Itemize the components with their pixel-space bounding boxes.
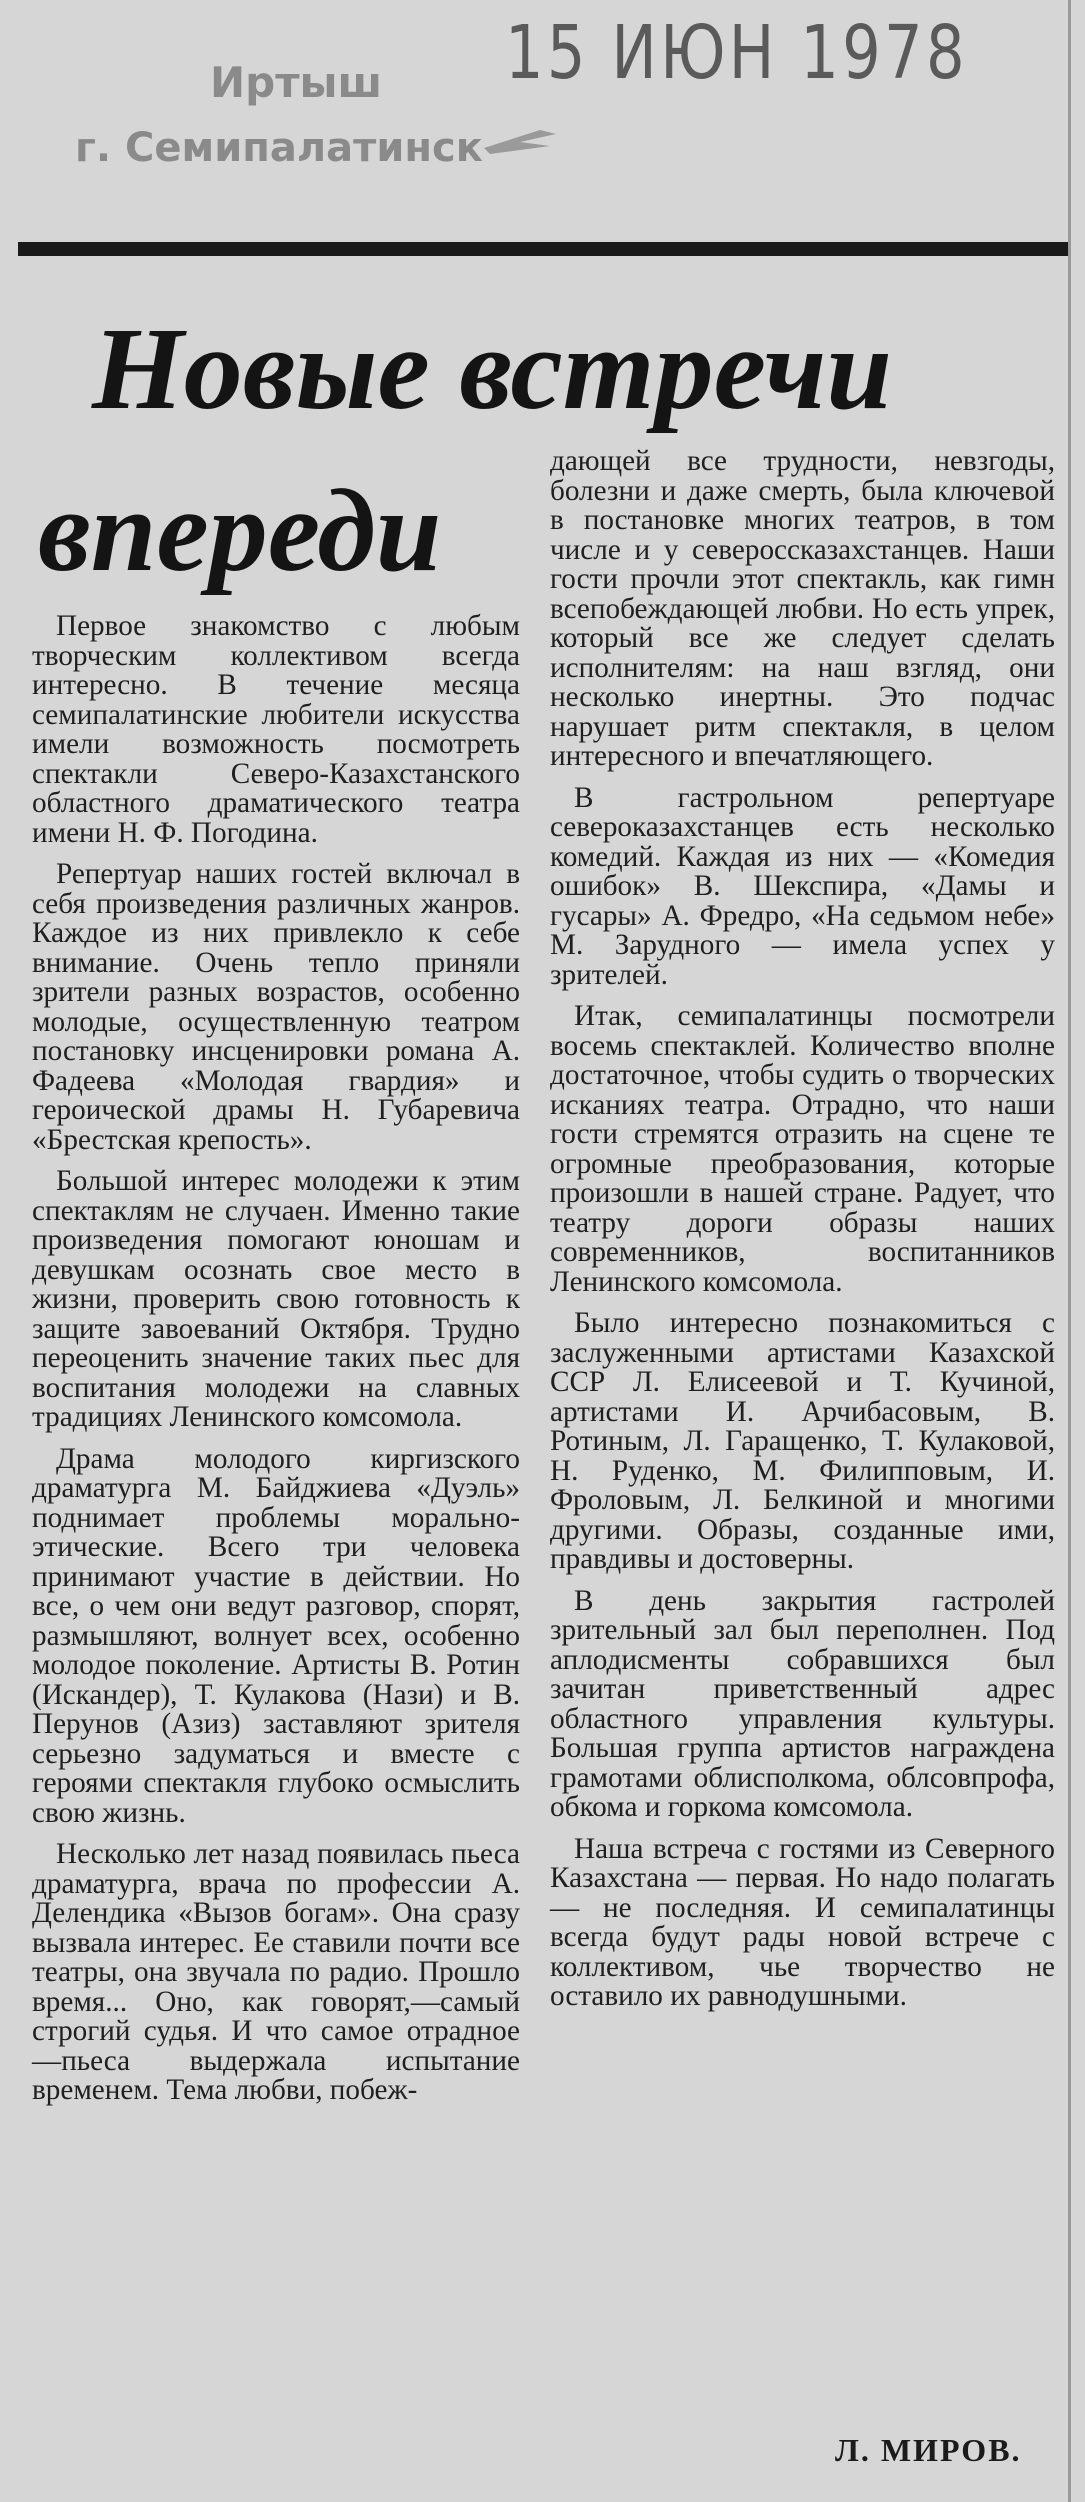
paragraph: Было интересно познакомиться с заслуженными артистами Казахской ССР Л. Елисеевой и Т. Кучиной, артистами И. Арчибасовым, В. Ротиным, Л. Гаращенко, Т. Кулаковой, Н. Руденко, М. Филипповым, И. Фроловым, Л. Белкиной и многими другими. Образы, созданные ими, правдивы и достоверны. <box>550 1307 1055 1575</box>
paragraph: Несколько лет назад появилась пьеса драматурга, врача по профессии А. Делендика «Вызов богам». Она сразу вызвала интерес. Ее ставили почти все театры, она звучала по радио. Прошло время... Оно, как говорят,—самый строгий судья. И что самое отрадное —пьеса выдержала испытание временем. Тема любви, побеж- <box>32 1838 520 2106</box>
paragraph: Наша встреча с гостями из Северного Казахстана — первая. Но надо полагать — не последняя. И семипалатинцы всегда будут рады новой встрече с коллективом, чье творчество не оставило их равнодушными. <box>550 1832 1055 2012</box>
stamp-mark-icon <box>480 120 560 160</box>
article-column-right <box>550 447 1055 2024</box>
author-signature: Л. МИРОВ. <box>835 2432 1022 2468</box>
paragraph: Итак, семипалатинцы посмотрели восемь спектаклей. Количество вполне достаточное, чтобы судить о творческих исканиях театра. Отрадно, что наши гости стремятся отразить на сцене те огромные преобразования, которые произошли в нашей стране. Радует, что театру дороги образы наших современников, воспитанников Ленинского комсомола. <box>550 1000 1055 1298</box>
paragraph: В день закрытия гастролей зрительный зал был переполнен. Под аплодисменты собравшихся был зачитан приветственный адрес областного управления культуры. Большая группа артистов награждена грамотами облисполкома, облсовпрофа, обкома и горкома комсомола. <box>550 1584 1055 1823</box>
clipping-edge <box>1068 0 1071 2502</box>
city-stamp: г. Семипалатинск <box>75 125 483 171</box>
headline-line-2: впереди <box>38 465 442 596</box>
article-column-left <box>32 612 520 2118</box>
paragraph: дающей все трудности, невзгоды, болезни и даже смерть, была ключевой в постановке многих театров, в том числе и у северoccказахстанцев. Наши гости прочли этот спектакль, как гимн всепобеждающей любви. Но есть упрек, который все же следует сделать исполнителям: на наш взгляд, они несколько инертны. Это подчас нарушает ритм спектакля, в целом интересного и впечатляющего. <box>550 445 1055 772</box>
headline-line-1: Новые встречи <box>92 303 892 434</box>
date-stamp: 15 ИЮН 1978 <box>505 10 968 96</box>
paragraph: В гастрольном репертуаре североказахстанцев есть несколько комедий. Каждая из них — «Комедия ошибок» В. Шекспира, «Дамы и гусары» А. Фредро, «На седьмом небе» М. Зарудного — имела успех у зрителей. <box>550 781 1055 991</box>
paragraph: Драма молодого киргизского драматурга М. Байджиева «Дуэль» поднимает проблемы морально-этические. Всего три человека принимают участие в действии. Но все, о чем они ведут разговор, спорят, размышляют, волнует всех, особенно молодое поколение. Артисты В. Ротин (Искандер), Т. Кулакова (Нази) и В. Перунов (Азиз) заставляют зрителя серьезно задуматься и вместе с героями спектакля глубоко осмыслить свою жизнь. <box>32 1442 520 1829</box>
paragraph: Первое знакомство с любым творческим коллективом всегда интересно. В течение месяца семипалатинские любители искусства имели возможность посмотреть спектакли Северо-Казахстанского областного драматического театра имени Н. Ф. Погодина. <box>32 610 520 849</box>
paragraph: Большой интерес молодежи к этим спектаклям не случаен. Именно такие произведения помогают юношам и девушкам осознать свое место в жизни, проверить свою готовность к защите завоеваний Октября. Трудно переоценить значение таких пьес для воспитания молодежи на славных традициях Ленинского комсомола. <box>32 1165 520 1433</box>
newspaper-name-stamp: Иртыш <box>210 58 383 107</box>
paragraph: Репертуар наших гостей включал в себя произведения различных жанров. Каждое из них привлекло к себе внимание. Очень тепло приняли зрители разных возрастов, особенно молодые, осуществленную театром постановку инсценировки романа А. Фадеева «Молодая гвардия» и героической драмы Н. Губаревича «Брестская крепость». <box>32 858 520 1156</box>
header-divider <box>18 242 1070 256</box>
